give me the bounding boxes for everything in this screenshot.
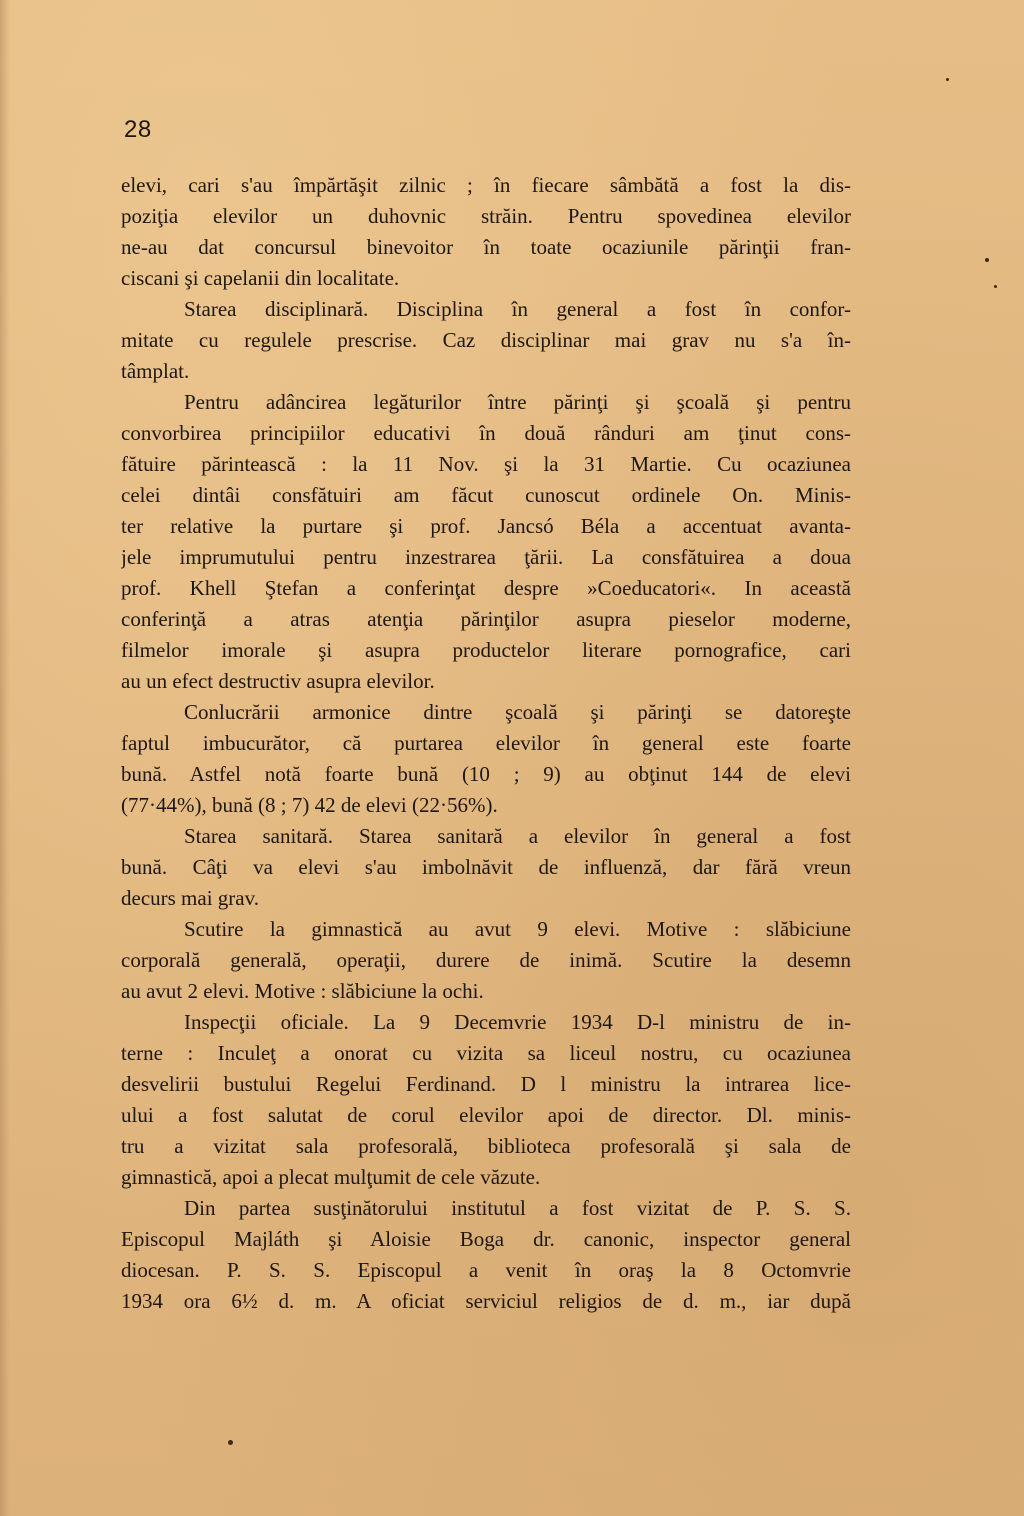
text-line: gimnastică, apoi a plecat mulţumit de cele văzute. <box>121 1165 541 1189</box>
text-line: conferinţă a atras atenţia părinţilor asupra pieselor moderne, <box>121 607 851 631</box>
text-line: tâmplat. <box>121 359 190 383</box>
text-line: ului a fost salutat de corul elevilor apoi de director. Dl. minis- <box>121 1103 851 1127</box>
page-spine-shadow <box>0 0 10 1516</box>
text-line: Scutire la gimnastică au avut 9 elevi. Motive : slăbiciune <box>184 917 851 941</box>
paper-speck <box>228 1440 233 1445</box>
text-line: ciscani şi capelanii din localitate. <box>121 266 400 290</box>
text-line: Conlucrării armonice dintre şcoală şi părinţi se datoreşte <box>184 700 851 724</box>
text-line: 1934 ora 6½ d. m. A oficiat serviciul religios de d. m., iar după <box>121 1289 851 1313</box>
text-line: Starea disciplinară. Disciplina în general a fost în confor- <box>184 297 851 321</box>
text-line: ne-au dat concursul binevoitor în toate ocaziunile părinţii fran- <box>121 235 851 259</box>
text-line: bună. Câţi va elevi s'au imbolnăvit de influenză, dar fără vreun <box>121 855 851 879</box>
text-line: prof. Khell Ştefan a conferinţat despre »Coeducatori«. In această <box>121 576 851 600</box>
text-line: Starea sanitară. Starea sanitară a elevilor în general a fost <box>184 824 851 848</box>
text-line: bună. Astfel notă foarte bună (10 ; 9) au obţinut 144 de elevi <box>121 762 851 786</box>
paper-speck <box>994 285 997 288</box>
text-line: Pentru adâncirea legăturilor între părinţi şi şcoală şi pentru <box>184 390 851 414</box>
text-line: au avut 2 elevi. Motive : slăbiciune la ochi. <box>121 979 484 1003</box>
text-line: decurs mai grav. <box>121 886 259 910</box>
text-line: poziţia elevilor un duhovnic străin. Pentru spovedinea elevilor <box>121 204 851 228</box>
paper-speck <box>985 258 989 262</box>
text-line: jele imprumutului pentru inzestrarea ţării. La consfătuirea a doua <box>121 545 851 569</box>
page-number: 28 <box>124 116 152 143</box>
text-line: faptul imbucurător, că purtarea elevilor în general este foarte <box>121 731 851 755</box>
text-line: (77·44%), bună (8 ; 7) 42 de elevi (22·56%). <box>121 793 498 817</box>
text-line: corporală generală, operaţii, durere de inimă. Scutire la desemn <box>121 948 851 972</box>
text-line: diocesan. P. S. S. Episcopul a venit în oraş la 8 Octomvrie <box>121 1258 851 1282</box>
body-text <box>121 170 851 1317</box>
text-line: tru a vizitat sala profesorală, biblioteca profesorală şi sala de <box>121 1134 851 1158</box>
text-line: Din partea susţinătorului institutul a fost vizitat de P. S. S. <box>184 1196 851 1220</box>
text-line: elevi, cari s'au împărtăşit zilnic ; în fiecare sâmbătă a fost la dis- <box>121 173 851 197</box>
text-line: Episcopul Majláth şi Aloisie Boga dr. canonic, inspector general <box>121 1227 851 1251</box>
text-line: desvelirii bustului Regelui Ferdinand. D l ministru la intrarea lice- <box>121 1072 851 1096</box>
text-line: convorbirea principiilor educativi în două rânduri am ţinut cons- <box>121 421 851 445</box>
text-line: terne : Inculeţ a onorat cu vizita sa liceul nostru, cu ocaziunea <box>121 1041 851 1065</box>
text-line: au un efect destructiv asupra elevilor. <box>121 669 435 693</box>
text-line: fătuire părintească : la 11 Nov. şi la 31 Martie. Cu ocaziunea <box>121 452 851 476</box>
paper-speck <box>946 78 949 81</box>
text-line: ter relative la purtare şi prof. Jancsó Béla a accentuat avanta- <box>121 514 851 538</box>
text-line: celei dintâi consfătuiri am făcut cunoscut ordinele On. Minis- <box>121 483 851 507</box>
text-line: mitate cu regulele prescrise. Caz disciplinar mai grav nu s'a în- <box>121 328 851 352</box>
text-line: filmelor imorale şi asupra productelor literare pornografice, cari <box>121 638 851 662</box>
text-line: Inspecţii oficiale. La 9 Decemvrie 1934 D-l ministru de in- <box>184 1010 851 1034</box>
